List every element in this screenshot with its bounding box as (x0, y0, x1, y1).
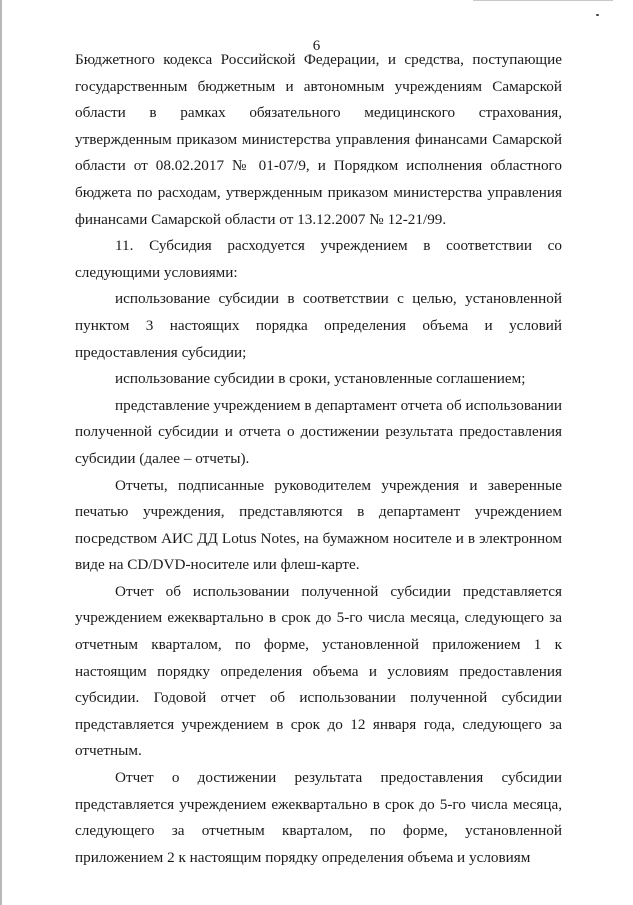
paragraph-condition-terms: использование субсидии в сроки, установленные соглашением; (115, 370, 526, 388)
paragraph-result-report: Отчет о достижении результата предоставления субсидии представляется учреждением ежеквартально в срок до 5-го числа месяца, следующего за отчетным кварталом, по форме, установленной приложением 2 к настоящим порядку определения объема и условиям (75, 769, 562, 866)
paragraph-condition-purpose: использование субсидии в соответствии с целью, установленной пунктом 3 настоящих порядка определения объема и условий предоставления субсидии; (75, 290, 562, 361)
scan-edge-line (473, 0, 613, 1)
scan-speck (596, 14, 599, 16)
paragraph-clause-11: 11. Субсидия расходуется учреждением в соответствии со следующими условиями: (75, 237, 562, 281)
paragraph-reports-submission: Отчеты, подписанные руководителем учреждения и заверенные печатью учреждения, представляются в департамент учреждением посредством АИС ДД Lotus Notes, на бумажном носителе и в электронном виде на CD/DVD-носителе или флеш-карте. (75, 476, 562, 574)
page-number: 6 (312, 38, 321, 54)
paragraph-condition-reports: представление учреждением в департамент отчета об использовании полученной субсидии и отчета о достижении результата предоставления субсидии (далее – отчеты). (75, 396, 562, 467)
document-body (75, 47, 562, 871)
scan-edge-shadow (0, 0, 2, 905)
paragraph-continuation: Бюджетного кодекса Российской Федерации, и средства, поступающие государственным бюджетным и автономным учреждениям Самарской области в рамках обязательного медицинского страхования, утвержденным приказом министерства управления финансами Самарской области от 08.02.2017 № 01-07/9, и Порядком исполнения областного бюджета по расходам, утвержденным приказом министерства управления финансами Самарской области от 13.12.2007 № 12-21/99. (75, 51, 562, 228)
paragraph-usage-report: Отчет об использовании полученной субсидии представляется учреждением ежеквартально в срок до 5-го числа месяца, следующего за отчетным кварталом, по форме, установленной приложением 1 к настоящим порядку определения объема и условиям предоставления субсидии. Годовой отчет об использовании полученной субсидии представляется учреждением в срок до 12 января года, следующего за отчетным. (75, 582, 562, 760)
